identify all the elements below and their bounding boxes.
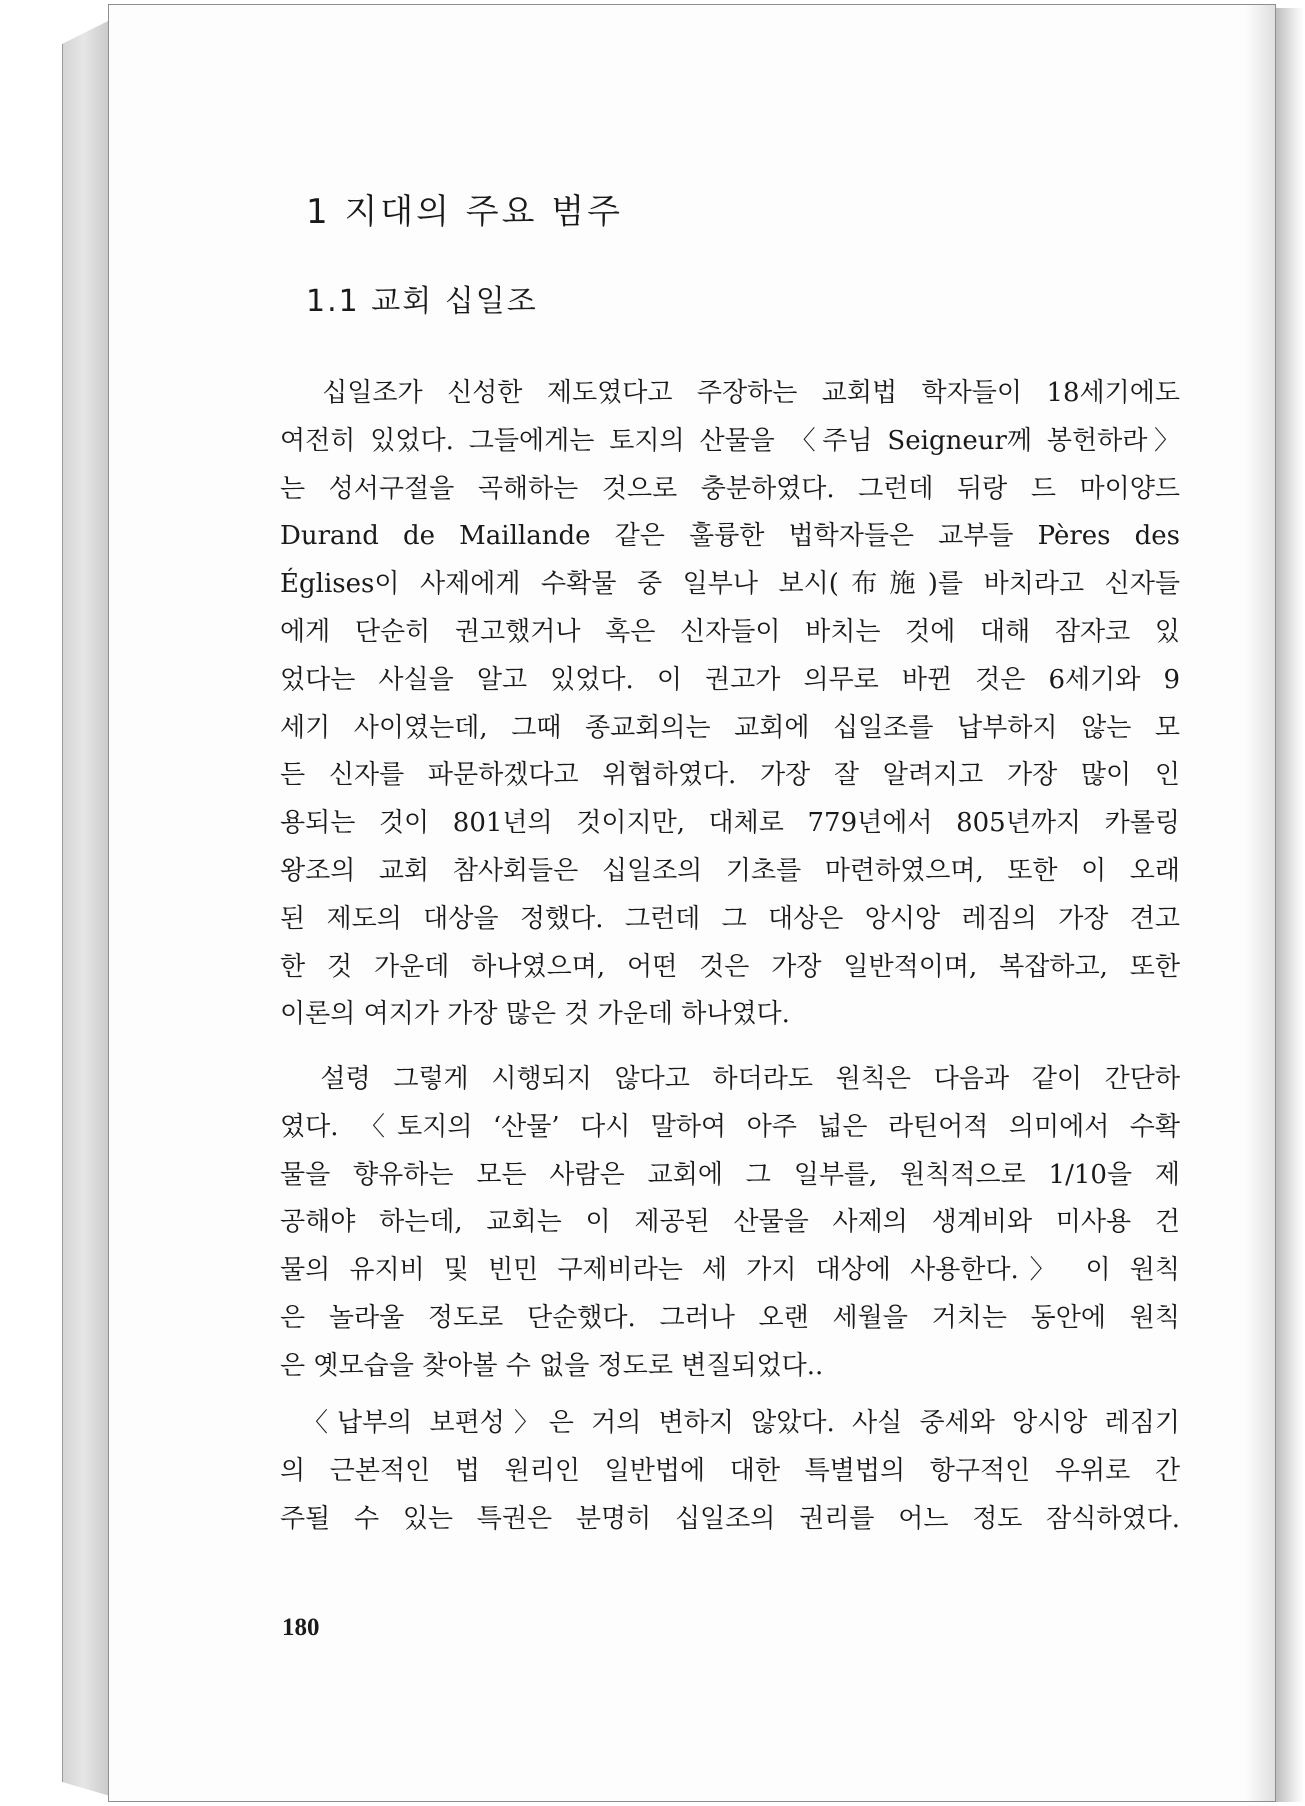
text-line: 이론의 여지가 가장 많은 것 가운데 하나였다. xyxy=(280,999,790,1030)
text-line: 든 신자를 파문하겠다고 위협하였다. 가장 잘 알려지고 가장 많이 인 xyxy=(280,760,1180,791)
book-edge-line xyxy=(62,44,63,1782)
text-line: 여전히 있었다. 그들에게는 토지의 산물을 〈주님 Seigneur께 봉헌하라〉 xyxy=(280,425,1180,456)
text-line: Églises이 사제에게 수확물 중 일부나 보시(布施)를 바치라고 신자들 xyxy=(280,569,1180,600)
text-line: 왕조의 교회 참사회들은 십일조의 기초를 마련하였으며, 또한 이 오래 xyxy=(280,855,1180,886)
text-line: 세기 사이였는데, 그때 종교회의는 교회에 십일조를 납부하지 않는 모 xyxy=(280,712,1180,743)
paragraph-1 xyxy=(280,370,1180,1039)
page-gutter-shade xyxy=(1245,5,1275,1801)
page-shadow xyxy=(1276,8,1304,1802)
text-line: 은 옛모습을 찾아볼 수 없을 정도로 변질되었다.. xyxy=(280,1350,824,1381)
text-line: 물의 유지비 및 빈민 구제비라는 세 가지 대상에 사용한다.〉 이 원칙 xyxy=(280,1255,1180,1286)
page-number: 180 xyxy=(282,1614,320,1641)
text-line: 에게 단순히 권고했거나 혹은 신자들이 바치는 것에 대해 잠자코 있 xyxy=(280,616,1180,647)
text-line: 공해야 하는데, 교회는 이 제공된 산물을 사제의 생계비와 미사용 건 xyxy=(280,1207,1180,1238)
paragraph-2 xyxy=(280,1056,1180,1391)
text-line: 용되는 것이 801년의 것이지만, 대체로 779년에서 805년까지 카롤링 xyxy=(280,808,1180,839)
text-line: 주될 수 있는 특권은 분명히 십일조의 권리를 어느 정도 잠식하였다. xyxy=(280,1503,1180,1534)
text-line: 십일조가 신성한 제도였다고 주장하는 교회법 학자들이 18세기에도 xyxy=(280,378,1180,408)
text-line: 물을 향유하는 모든 사람은 교회에 그 일부를, 원칙적으로 1/10을 제 xyxy=(280,1159,1180,1190)
text-line: 〈납부의 보편성〉은 거의 변하지 않았다. 사실 중세와 앙시앙 레짐기 xyxy=(280,1408,1180,1438)
text-line: 설령 그렇게 시행되지 않다고 하더라도 원칙은 다음과 같이 간단하 xyxy=(280,1064,1180,1094)
chapter-heading: 1 지대의 주요 범주 xyxy=(306,192,623,232)
text-line: 된 제도의 대상을 정했다. 그런데 그 대상은 앙시앙 레짐의 가장 견고 xyxy=(280,903,1180,934)
text-line: 었다는 사실을 알고 있었다. 이 권고가 의무로 바뀐 것은 6세기와 9 xyxy=(280,664,1180,695)
text-line: Durand de Maillande 같은 훌륭한 법학자들은 교부들 Pères des xyxy=(280,521,1180,552)
text-line: 였다. 〈토지의 ‘산물’ 다시 말하여 아주 넓은 라틴어적 의미에서 수확 xyxy=(280,1111,1180,1142)
text-line: 한 것 가운데 하나였으며, 어떤 것은 가장 일반적이며, 복잡하고, 또한 xyxy=(280,951,1180,982)
section-heading: 1.1 교회 십일조 xyxy=(306,284,538,319)
text-line: 는 성서구절을 곡해하는 것으로 충분하였다. 그런데 뒤랑 드 마이양드 xyxy=(280,473,1180,504)
book-edge xyxy=(62,20,110,1796)
paragraph-3 xyxy=(280,1400,1180,1543)
text-line: 은 놀라울 정도로 단순했다. 그러나 오랜 세월을 거치는 동안에 원칙 xyxy=(280,1302,1180,1333)
text-line: 의 근본적인 법 원리인 일반법에 대한 특별법의 항구적인 우위로 간 xyxy=(280,1455,1180,1486)
